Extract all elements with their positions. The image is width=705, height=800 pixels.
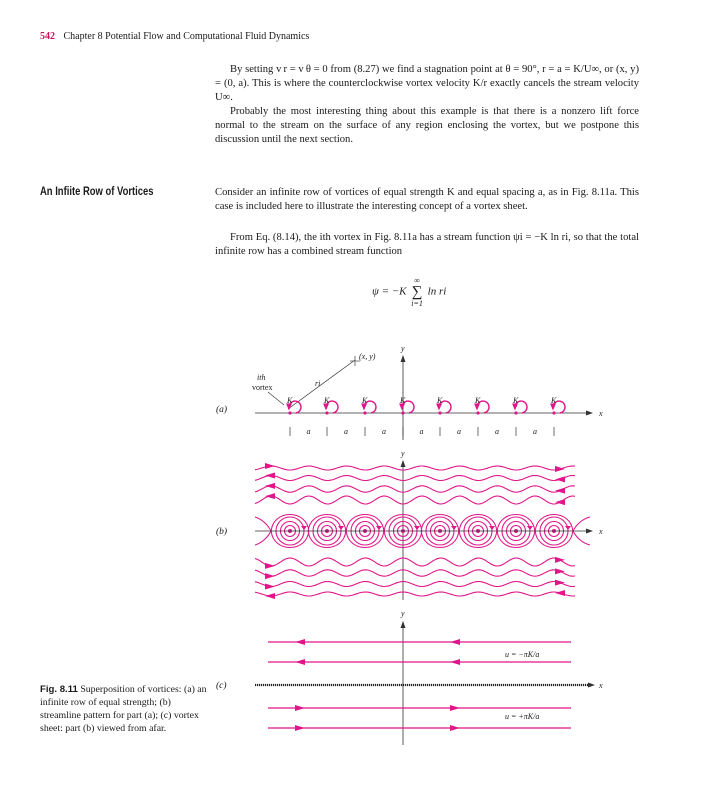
equation-lower-limit: i=1: [411, 299, 423, 308]
figure-caption-text: Superposition of vortices: (a) an infinite row of equal strength; (b) streamline pattern for part (a); (c) vortex sheet: part (b) viewed from afar.: [40, 684, 207, 734]
streamline-wave: [255, 570, 575, 576]
panel-a: [252, 344, 603, 440]
field-point-label: (x, y): [359, 352, 376, 361]
panel-b: [255, 449, 603, 600]
paragraph-lift: Probably the most interesting thing about this example is that there is a nonzero lift force normal to the stream on the surface of any region enclosing the vortex, but we postpone this discussion until the next section.: [215, 106, 639, 145]
lower-velocity-label: u = +πK/a: [505, 712, 540, 721]
streamline-arrow: [295, 659, 305, 665]
equation-sum-symbol: ∑: [411, 284, 423, 300]
streamline-arrow: [265, 563, 275, 569]
panel-c-y-label: y: [401, 609, 405, 618]
streamline-wave: [255, 466, 575, 470]
streamline-arrow: [450, 639, 460, 645]
circulation-arrow: [489, 526, 495, 530]
streamline-wave: [255, 592, 575, 596]
circulation-arrow: [301, 526, 307, 530]
streamline-arrow: [295, 725, 305, 731]
vortex-core: [552, 411, 555, 414]
panel-a-label: (a): [216, 405, 228, 415]
vortex-strength-label: K: [362, 396, 368, 405]
paragraph-vortex-row: Consider an infinite row of vortices of equal strength K and equal spacing a, as in Fig. 8.11a. This case is included here to illustrate the interesting concept of a vortex sheet.: [215, 187, 639, 212]
spacing-label: a: [419, 427, 424, 436]
streamline-arrow: [265, 473, 275, 479]
streamline-wave: [255, 496, 575, 504]
streamline-arrow: [555, 476, 565, 482]
vortex-strength-label: K: [551, 396, 557, 405]
vortex-core: [438, 411, 441, 414]
vortex-strength-label: K: [400, 396, 406, 405]
streamline-arrow: [555, 466, 565, 472]
spacing-label: a: [457, 427, 461, 436]
streamline-arrow: [295, 639, 305, 645]
vortex-row: [286, 396, 565, 415]
panel-a-x-label: x: [599, 409, 603, 418]
upper-velocity-label: u = −πK/a: [505, 650, 540, 659]
spacing-label: a: [495, 427, 499, 436]
separatrix-lobe: [573, 531, 590, 545]
vortex-strength-label: K: [287, 396, 293, 405]
spacing-marks: [290, 427, 554, 436]
separatrix-lobe: [573, 517, 590, 531]
panel-c-label: (c): [216, 681, 227, 691]
streamline-arrow: [555, 488, 565, 494]
streamline-arrow: [450, 725, 460, 731]
streamline-arrow: [265, 493, 275, 499]
spacing-label: a: [306, 427, 311, 436]
streamline-wave: [255, 558, 575, 566]
radius-label: ri: [315, 379, 321, 388]
streamline-wave: [255, 486, 575, 492]
panel-c-x-label: x: [599, 681, 603, 690]
vortex-core: [363, 411, 366, 414]
circulation-arrow: [338, 526, 344, 530]
panel-a-y-label: y: [401, 344, 405, 353]
paragraph-stagnation: By setting v r = v θ = 0 from (8.27) we find a stagnation point at θ = 90°, r = a = K/U∞, or (x, y) = (0, a). This is where the counterclockwise vortex velocity K/r exactly cancels the stream velocity U∞.: [215, 64, 639, 103]
vortex-strength-label: K: [513, 396, 519, 405]
streamline-arrow: [295, 705, 305, 711]
panel-b-label: (b): [216, 527, 228, 537]
running-title: Chapter 8 Potential Flow and Computational Fluid Dynamics: [63, 31, 310, 42]
spacing-label: a: [344, 427, 348, 436]
vortex-core: [401, 411, 404, 414]
separatrix-lobe: [255, 531, 271, 545]
ith-vortex-label-line2: vortex: [252, 383, 273, 392]
paragraph-stream-function: From Eq. (8.14), the ith vortex in Fig. 8.11a has a stream function ψi = −K ln ri, so that the total infinite row has a combined stream function: [215, 232, 639, 257]
vortex-core: [325, 411, 328, 414]
streamline-arrow: [555, 499, 565, 505]
page-number: 542: [40, 31, 55, 42]
equation-lhs: ψ = −K: [372, 285, 407, 298]
streamline-arrow: [265, 483, 275, 489]
circulation-arrow: [565, 526, 571, 530]
circulation-arrow: [376, 526, 382, 530]
vortex-core: [514, 411, 517, 414]
circulation-arrow: [527, 526, 533, 530]
panel-c: [255, 609, 603, 745]
figure-number: Fig. 8.11: [40, 684, 78, 695]
circulation-arrow: [451, 526, 457, 530]
panel-b-y-label: y: [401, 449, 405, 458]
streamline-wave: [255, 582, 575, 587]
ith-vortex-label-line1: ith: [257, 373, 266, 382]
streamline-arrow: [265, 593, 275, 599]
vortex-strength-label: K: [324, 396, 330, 405]
vortex-strength-label: K: [475, 396, 481, 405]
vortex-core: [288, 411, 291, 414]
streamline-wave: [255, 476, 575, 481]
streamline-arrow: [555, 590, 565, 596]
spacing-label: a: [382, 427, 386, 436]
spacing-label: a: [533, 427, 537, 436]
equation-term: ln ri: [427, 285, 447, 298]
separatrix-lobe: [255, 517, 271, 531]
streamline-arrow: [265, 463, 275, 469]
streamline-arrow: [265, 573, 275, 579]
streamline-arrow: [555, 580, 565, 586]
vortex-strength-label: K: [437, 396, 443, 405]
ith-vortex-pointer: [268, 392, 284, 405]
streamline-arrow: [450, 705, 460, 711]
circulation-arrow: [414, 526, 420, 530]
streamline-arrow: [450, 659, 460, 665]
panel-b-x-label: x: [599, 527, 603, 536]
section-heading: An Infiite Row of Vortices: [40, 186, 154, 198]
equation-upper-limit: ∞: [414, 276, 420, 285]
vortex-core: [476, 411, 479, 414]
streamline-arrow: [265, 583, 275, 589]
